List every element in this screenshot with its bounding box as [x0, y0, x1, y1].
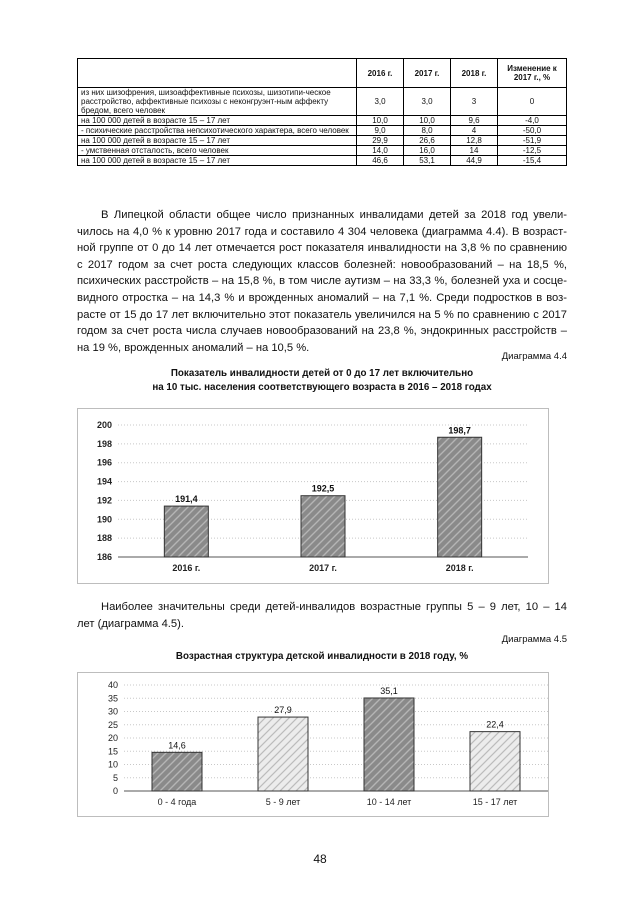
paragraph-line: расте от 15 до 17 лет включительно этот показатель увеличился на 5 % по сравнению с 2017	[77, 308, 567, 321]
data-label: 192,5	[311, 483, 335, 494]
paragraph-age-groups	[77, 599, 567, 632]
table-header-cell: 2018 г.	[451, 59, 498, 88]
table-cell: 46,6	[357, 156, 404, 166]
paragraph-line: В Липецкой области общее число признанных инвалидами детей за 2018 год увели-	[101, 209, 567, 221]
table-header-cell: 2017 г.	[404, 59, 451, 88]
data-label: 27,9	[274, 705, 292, 716]
data-label: 22,4	[486, 719, 504, 730]
paragraph-line: годом за счет роста числа случаев новообразований на 23,8 %, эндокринных расстройств –	[77, 325, 567, 338]
y-tick-label: 35	[107, 693, 118, 704]
paragraph-line: ной группе от 0 до 14 лет отмечается рост показателя инвалидности на 3,8 % по сравнению	[77, 242, 567, 255]
table-cell: 14,0	[357, 146, 404, 156]
chart-canvas	[78, 409, 548, 583]
table-cell: -15,4	[498, 156, 567, 166]
y-tick-label: 188	[96, 533, 112, 544]
table-cell: 3	[451, 88, 498, 116]
data-label: 35,1	[380, 685, 398, 696]
y-tick-label: 40	[107, 680, 118, 690]
bar	[470, 732, 520, 791]
table-cell: -4,0	[498, 116, 567, 126]
paragraph-line: видного отростка – на 14,3 % и врожденных аномалий – на 7,1 %. Среди подростков в воз-	[77, 291, 567, 304]
table-header-cell: 2016 г.	[357, 59, 404, 88]
paragraph-line: на 19 %, врожденных аномалий – на 10,5 %.	[77, 341, 310, 354]
table-cell: -51,9	[498, 136, 567, 146]
table-row	[78, 116, 567, 126]
paragraph-line: Наиболее значительны среди детей-инвалидов возрастные группы 5 – 9 лет, 10 – 14	[101, 601, 567, 613]
statistics-table	[77, 58, 567, 166]
y-tick-label: 20	[107, 733, 118, 743]
y-tick-label: 200	[96, 420, 112, 430]
bar	[152, 752, 202, 791]
page-number: 48	[313, 852, 327, 866]
y-tick-label: 10	[107, 759, 118, 770]
table-row	[78, 146, 567, 156]
table-cell: - психические расстройства непсихотического характера, всего человек	[78, 126, 357, 136]
table-cell: 3,0	[357, 88, 404, 116]
bar	[258, 717, 308, 791]
table-cell: -12,5	[498, 146, 567, 156]
category-label: 10 - 14 лет	[366, 797, 412, 807]
data-label: 198,7	[448, 425, 471, 436]
y-tick-label: 15	[107, 746, 118, 757]
chart-canvas	[78, 673, 548, 816]
y-tick-label: 30	[107, 706, 118, 717]
category-label: 5 - 9 лет	[265, 797, 301, 807]
table-cell: 0	[498, 88, 567, 116]
y-tick-label: 186	[96, 552, 112, 562]
table-cell: 16,0	[404, 146, 451, 156]
diagram-title-line: на 10 тыс. населения соответствующего возраста в 2016 – 2018 годах	[152, 382, 492, 393]
category-label: 2017 г.	[309, 563, 337, 573]
table-cell: 29,9	[357, 136, 404, 146]
table-cell: на 100 000 детей в возрасте 15 – 17 лет	[78, 136, 357, 146]
diagram-title-line: Показатель инвалидности детей от 0 до 17 лет включительно	[170, 368, 474, 379]
table-header-row	[78, 59, 567, 88]
table-cell: на 100 000 детей в возрасте 15 – 17 лет	[78, 116, 357, 126]
category-label: 2018 г.	[445, 563, 474, 573]
diagram-4-5-title: Возрастная структура детской инвалидности в 2018 году, %	[175, 651, 469, 662]
table-row	[78, 156, 567, 166]
data-label: 14,6	[168, 740, 186, 751]
y-tick-label: 190	[96, 514, 112, 525]
table-cell: 44,9	[451, 156, 498, 166]
table-cell: - умственная отсталость, всего человек	[78, 146, 357, 156]
table-cell: на 100 000 детей в возрасте 15 – 17 лет	[78, 156, 357, 166]
table-cell: 14	[451, 146, 498, 156]
y-tick-label: 196	[96, 457, 112, 468]
bar	[301, 496, 345, 557]
table-cell: 4	[451, 126, 498, 136]
table-row	[78, 88, 567, 116]
table-row	[78, 136, 567, 146]
y-tick-label: 25	[107, 719, 118, 730]
bar	[164, 506, 208, 557]
table-header-cell: Изменение к 2017 г., %	[498, 59, 567, 88]
category-label: 0 - 4 года	[157, 797, 197, 807]
diagram-4-5-reference: Диаграмма 4.5	[501, 634, 567, 645]
bar	[364, 698, 414, 791]
table-cell: 26,6	[404, 136, 451, 146]
paragraph-line: лет (диаграмма 4.5).	[77, 617, 184, 630]
diagram-4-4-reference: Диаграмма 4.4	[501, 351, 567, 362]
table-cell: 8,0	[404, 126, 451, 136]
table-row	[78, 126, 567, 136]
table-cell: 10,0	[357, 116, 404, 126]
category-label: 15 - 17 лет	[472, 797, 518, 807]
y-tick-label: 5	[112, 772, 118, 783]
diagram-4-4-chart	[77, 408, 549, 584]
y-tick-label: 198	[96, 438, 112, 449]
table-cell: 12,8	[451, 136, 498, 146]
data-label: 191,4	[175, 494, 198, 505]
category-label: 2016 г.	[172, 563, 201, 573]
paragraph-line: психических расстройств – на 15,8 %, в том числе аутизм – на 33,3 %, болезней уха и сосце-	[77, 275, 567, 288]
paragraph-line: чилось на 4,0 % к уровню 2017 года и составило 4 304 человека (диаграмма 4.4). В возраст-	[77, 225, 567, 238]
diagram-4-5-chart	[77, 672, 549, 817]
paragraph-disability-growth	[77, 207, 567, 356]
y-tick-label: 194	[96, 476, 112, 487]
table-cell: -50,0	[498, 126, 567, 136]
table-header-cell	[78, 59, 357, 88]
table-cell: из них шизофрения, шизоаффективные психозы, шизотипи-ческое расстройство, аффективные психозы с неконгруэнт-ным аффекту бредом, всего человек	[78, 88, 357, 116]
table-cell: 9,0	[357, 126, 404, 136]
table-cell: 53,1	[404, 156, 451, 166]
table-cell: 10,0	[404, 116, 451, 126]
y-tick-label: 0	[112, 786, 118, 796]
diagram-4-4-title	[77, 367, 567, 395]
paragraph-line: с 2017 годом за счет роста следующих классов болезней: новообразований – на 18,5 %,	[77, 258, 567, 271]
y-tick-label: 192	[96, 495, 112, 506]
table-cell: 3,0	[404, 88, 451, 116]
table-cell: 9,6	[451, 116, 498, 126]
bar	[438, 437, 482, 557]
